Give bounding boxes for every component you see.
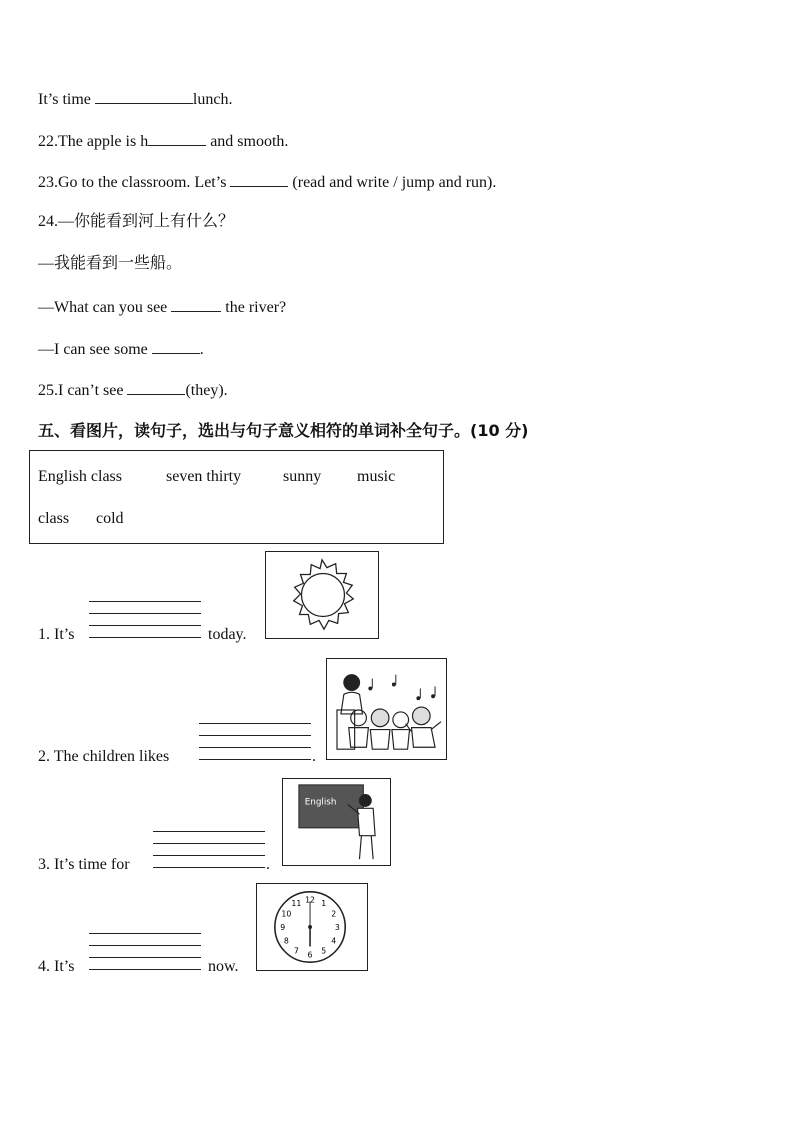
clock-numeral: 4: [331, 936, 337, 946]
word-option: sunny: [283, 468, 322, 485]
section-heading: 五、看图片，读句子，选出与句子意义相符的单词补全句子。(10 分): [38, 421, 529, 440]
sun-icon: [265, 551, 379, 639]
line-24c: [38, 295, 286, 318]
answer-lines[interactable]: [153, 820, 265, 868]
music-class-picture: [326, 658, 447, 760]
clock-numeral: 1: [321, 899, 327, 909]
question-4-post: now.: [208, 958, 239, 975]
line-text: (they).: [185, 382, 228, 399]
answer-blank[interactable]: [127, 378, 185, 395]
question-1-pre: 1. It’s: [38, 626, 75, 643]
question-4-pre: 4. It’s: [38, 958, 75, 975]
line-21: [38, 87, 232, 110]
word-option: cold: [96, 510, 124, 527]
question-3-post: .: [266, 856, 270, 873]
question-2-post: .: [312, 748, 316, 765]
line-25: [38, 378, 228, 401]
line-text: lunch.: [192, 91, 233, 108]
clock-numeral: 12: [305, 895, 316, 905]
line-22: [38, 129, 288, 152]
answer-blank[interactable]: [95, 87, 193, 104]
line-23: [38, 170, 496, 193]
line-text: .: [199, 341, 204, 358]
line-text: the river?: [221, 299, 287, 316]
clock-numeral: 9: [280, 922, 286, 932]
answer-blank[interactable]: [148, 129, 206, 146]
word-option: music: [357, 468, 396, 485]
word-option: seven thirty: [166, 468, 242, 485]
answer-lines[interactable]: [89, 590, 201, 638]
line-text: It’s time: [38, 91, 95, 108]
clock-numeral: 7: [293, 946, 299, 956]
word-option: English class: [38, 468, 122, 485]
english-class-picture: [282, 778, 391, 866]
clock-numeral: 6: [307, 950, 313, 960]
board-text: English: [304, 797, 337, 808]
answer-blank[interactable]: [230, 170, 288, 187]
answer-lines[interactable]: [89, 922, 201, 970]
clock-picture: [256, 883, 368, 971]
line-text: 23.Go to the classroom. Let’s: [38, 174, 231, 191]
line-text: (read and write / jump and run).: [288, 174, 497, 191]
answer-blank[interactable]: [152, 337, 200, 354]
clock-numeral: 10: [281, 909, 292, 919]
answer-lines[interactable]: [199, 712, 311, 760]
clock-numeral: 5: [321, 946, 327, 956]
word-option: class: [38, 510, 70, 527]
line-text: —What can you see: [38, 299, 172, 316]
line-24b: —我能看到一些船。: [38, 255, 183, 272]
word-bank: [29, 450, 444, 544]
line-text: and smooth.: [206, 133, 289, 150]
clock-numeral: 3: [334, 922, 340, 932]
clock-numeral: 2: [331, 909, 337, 919]
clock-numeral: 11: [291, 899, 302, 909]
line-24d: [38, 337, 204, 360]
answer-blank[interactable]: [171, 295, 221, 312]
line-24: 24.—你能看到河上有什么？: [38, 213, 235, 230]
question-3-pre: 3. It’s time for: [38, 856, 130, 873]
line-text: —I can see some: [38, 341, 152, 358]
question-2-pre: 2. The children likes: [38, 748, 170, 765]
clock-numeral: 8: [283, 936, 289, 946]
question-1-post: today.: [208, 626, 247, 643]
line-text: 22.The apple is h: [38, 133, 149, 150]
line-text: 25.I can’t see: [38, 382, 128, 399]
